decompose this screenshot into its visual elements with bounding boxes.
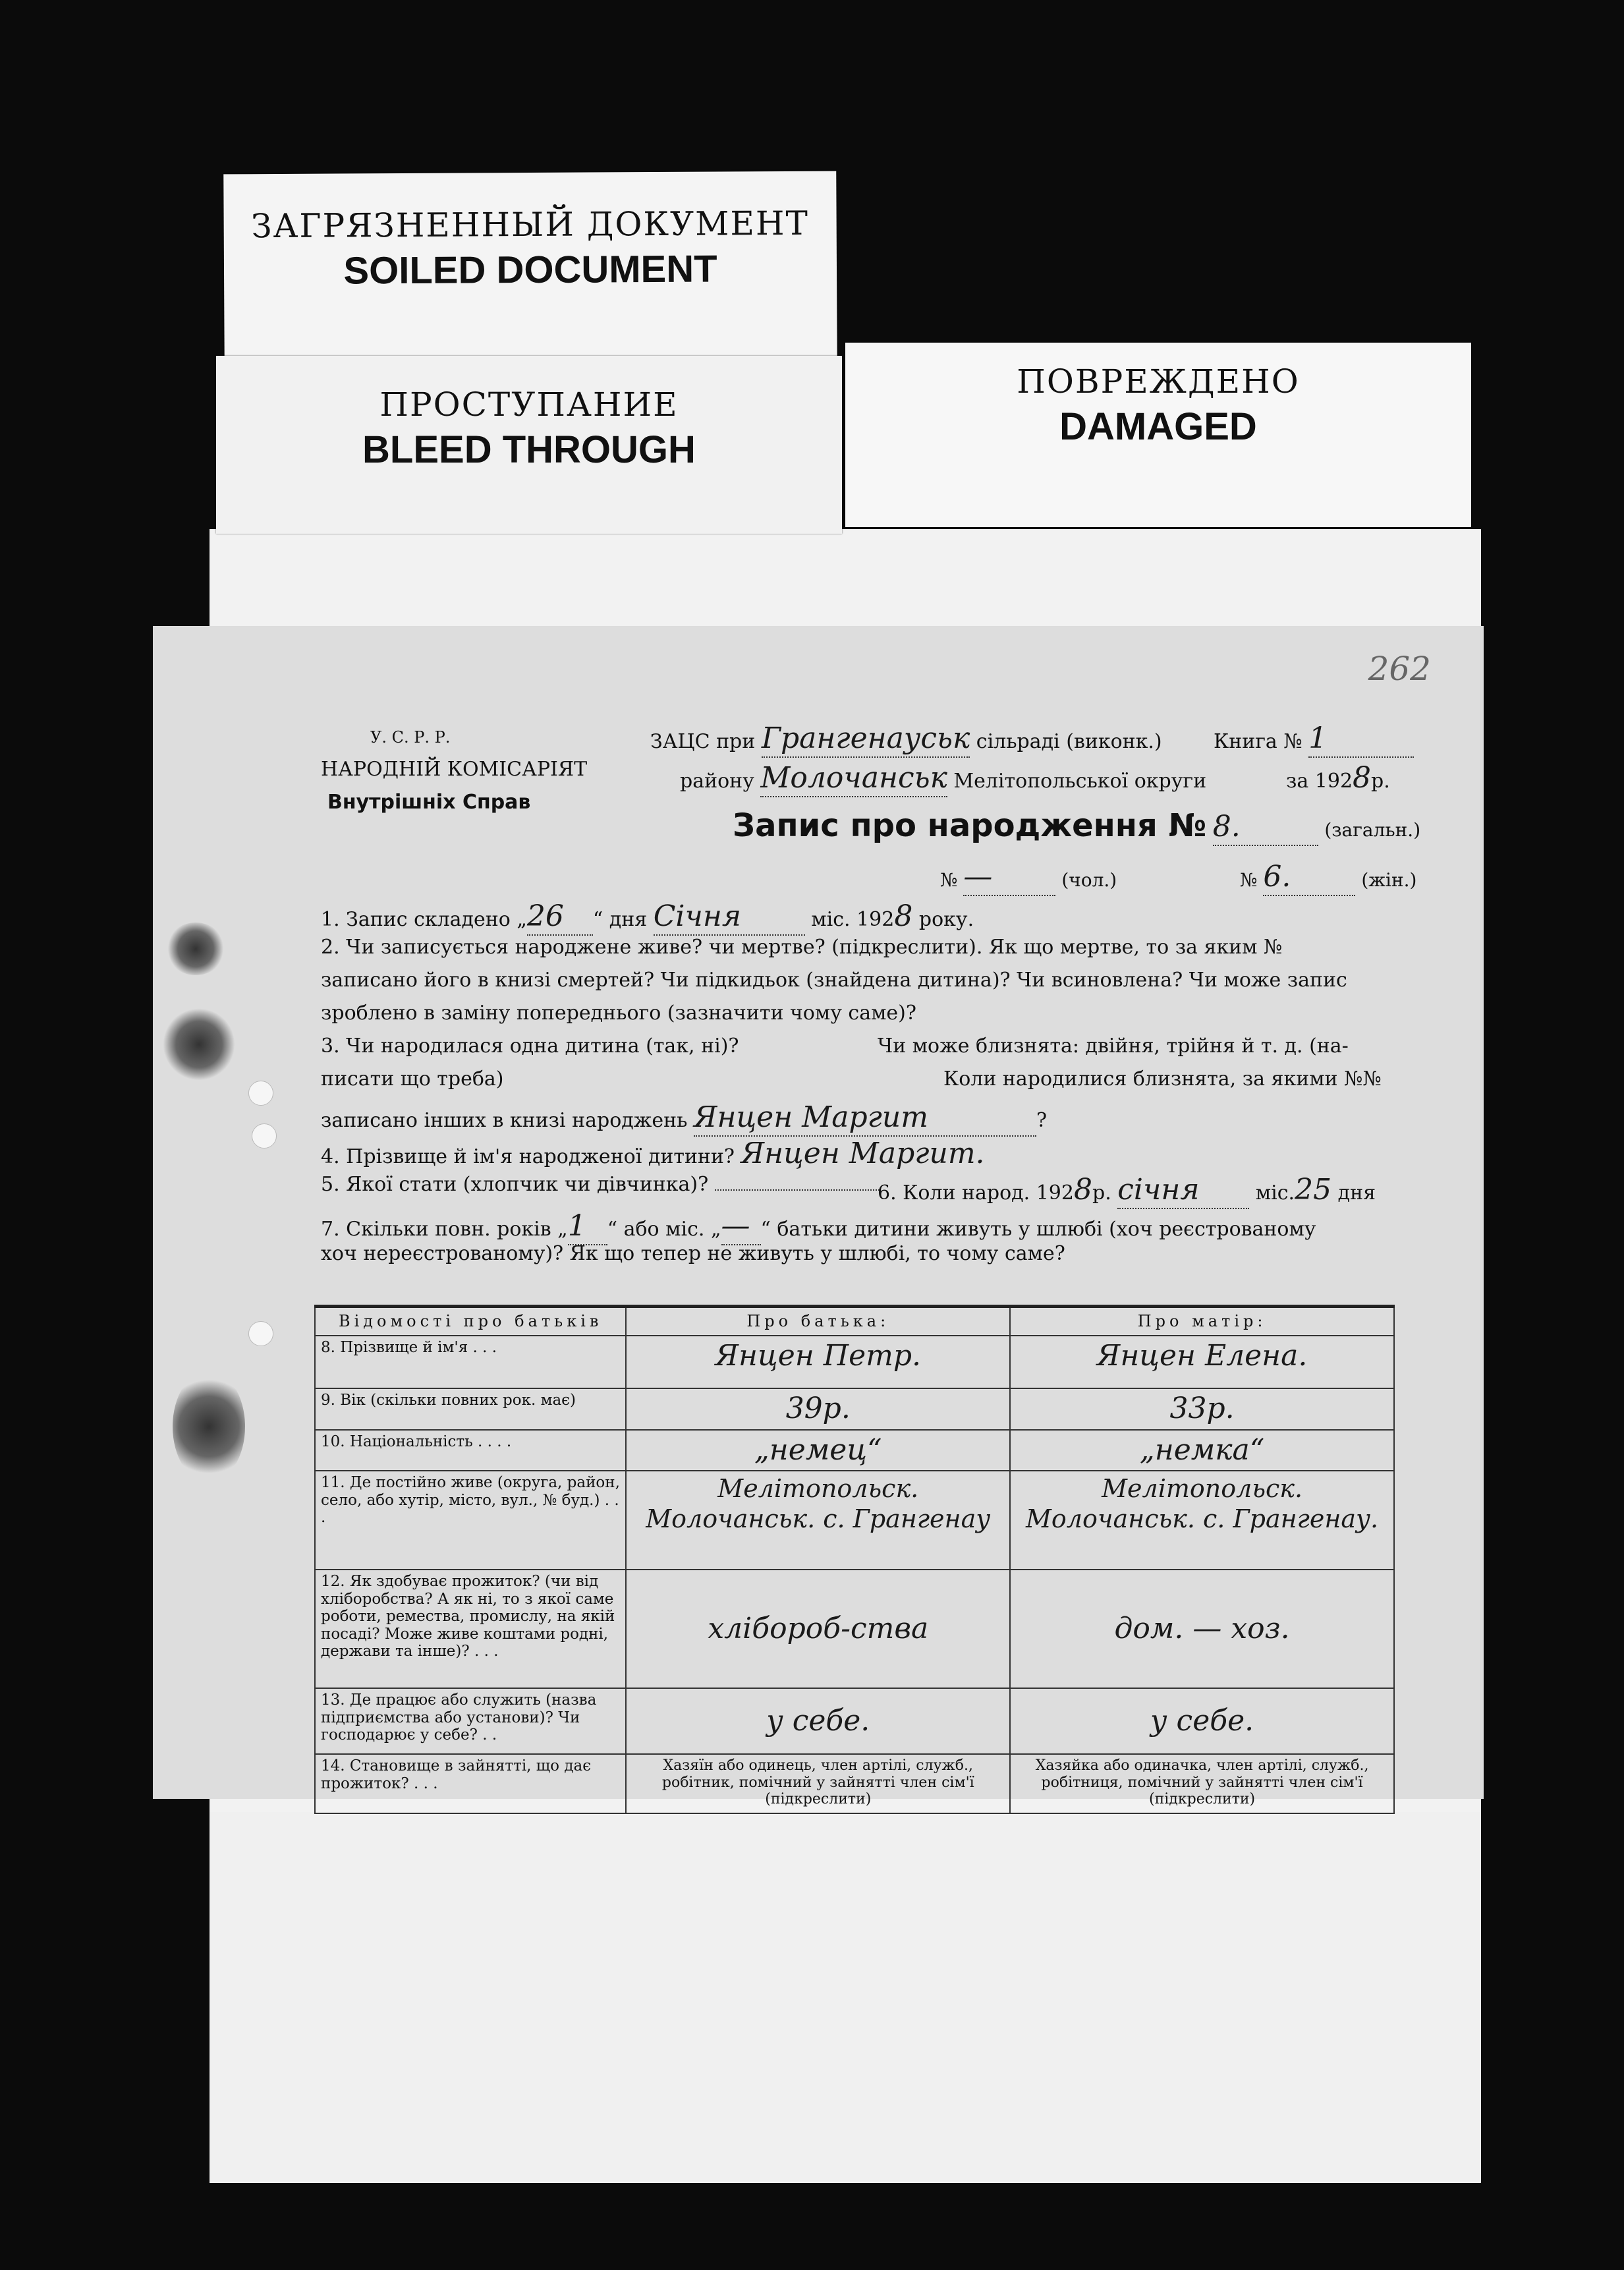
damaged-tag-ru: ПОВРЕЖДЕНО bbox=[1017, 362, 1300, 401]
q5-sex-value bbox=[715, 1189, 880, 1191]
table-row bbox=[315, 1471, 1394, 1570]
parents-table bbox=[314, 1305, 1395, 1814]
header-mother: Про матір: bbox=[1010, 1307, 1394, 1336]
year-value: 8 bbox=[1353, 761, 1372, 795]
header-internal-affairs: Внутрішніх Справ bbox=[327, 791, 531, 814]
soiled-tag-en: SOILED DOCUMENT bbox=[343, 247, 717, 293]
q3-other-value: Янцен Маргит bbox=[694, 1100, 1036, 1137]
row-label: 8. Прізвище й ім'я . . . bbox=[315, 1336, 626, 1388]
header-ussr: У. С. Р. Р. bbox=[370, 728, 451, 747]
question-1 bbox=[321, 899, 974, 936]
q7-text-a: 7. Скільки повн. років „ bbox=[321, 1218, 568, 1241]
q1-text-d: року. bbox=[918, 908, 974, 931]
soiled-tag-ru: ЗАГРЯЗНЕННЫЙ ДОКУМЕНТ bbox=[251, 204, 810, 246]
row-label: 11. Де постійно живе (округа, район, село, або хутір, місто, вул., № буд.) . . . bbox=[315, 1471, 626, 1570]
q1-day-value: 26 bbox=[527, 899, 593, 936]
punch-hole bbox=[248, 1321, 273, 1346]
question-2-line-3: зроблено в заміну попереднього (зазначити чому саме)? bbox=[321, 1002, 916, 1025]
table-row bbox=[315, 1336, 1394, 1388]
q1-month-value: Січня bbox=[654, 899, 805, 936]
record-title-line bbox=[733, 807, 1420, 846]
mother-value: Хазяйка або одиначка, член артілі, служб., робітниця, помічний у зайнятті член сім'ї (підкреслити) bbox=[1010, 1754, 1394, 1813]
male-value: — bbox=[963, 860, 1055, 896]
mother-value: „немка“ bbox=[1010, 1430, 1394, 1471]
zags-suffix: сільраді (виконк.) bbox=[976, 730, 1162, 753]
table-row bbox=[315, 1430, 1394, 1471]
q3-line3-text: записано інших в книзі народжень bbox=[321, 1109, 688, 1132]
table-row bbox=[315, 1688, 1394, 1754]
q7-years-value: 1 bbox=[568, 1209, 607, 1245]
soiled-document-tag bbox=[223, 171, 837, 366]
question-6 bbox=[878, 1173, 1376, 1209]
question-3-line-2a: писати що треба) bbox=[321, 1067, 504, 1091]
mother-value: 33р. bbox=[1010, 1388, 1394, 1430]
q6-day-value: 25 bbox=[1295, 1173, 1332, 1206]
female-label: № bbox=[1240, 869, 1258, 891]
q1-year-value: 8 bbox=[894, 899, 913, 933]
q5-label: 5. Якої стати (хлопчик чи дівчинка)? bbox=[321, 1173, 709, 1196]
q4-child-name: Янцен Маргит. bbox=[741, 1137, 985, 1170]
row-label: 13. Де працює або служить (назва підприємства або установи)? Чи господарює у себе? . . bbox=[315, 1688, 626, 1754]
stain-mark bbox=[163, 1008, 235, 1081]
district-value: Молочанськ bbox=[760, 761, 947, 797]
question-2-line-2: записано його в книзі смертей? Чи підкидьок (знайдена дитина)? Чи всиновлена? Чи може запис bbox=[321, 969, 1347, 992]
father-value: у себе. bbox=[626, 1688, 1010, 1754]
bleed-through-tag bbox=[216, 356, 842, 534]
father-value: Янцен Петр. bbox=[626, 1336, 1010, 1388]
q1-text-a: 1. Запис складено „ bbox=[321, 908, 527, 931]
question-7-line-2: хоч нереєстрованому)? Як що тепер не живуть у шлюбі, то чому саме? bbox=[321, 1242, 1065, 1265]
record-total-suffix: (загальн.) bbox=[1324, 819, 1421, 841]
female-suffix: (жін.) bbox=[1361, 869, 1417, 891]
book-label: Книга № bbox=[1214, 730, 1302, 753]
father-value: хлібороб-ства bbox=[626, 1570, 1010, 1688]
row-label: 9. Вік (скільки повних рок. має) bbox=[315, 1388, 626, 1430]
q4-label: 4. Прізвище й ім'я народженої дитини? bbox=[321, 1145, 735, 1168]
damaged-tag-en: DAMAGED bbox=[1059, 405, 1257, 448]
year-prefix: за 192 bbox=[1286, 770, 1353, 793]
male-number-line bbox=[940, 860, 1117, 896]
q6-month-value: січня bbox=[1117, 1173, 1249, 1209]
header-commissariat: НАРОДНІЙ КОМІСАРІЯТ bbox=[321, 758, 588, 781]
backing-sheet-lower bbox=[210, 1812, 1481, 2181]
punch-hole bbox=[248, 1081, 273, 1106]
book-number-value: 1 bbox=[1308, 722, 1414, 758]
mother-value: у себе. bbox=[1010, 1688, 1394, 1754]
bleed-tag-en: BLEED THROUGH bbox=[362, 428, 696, 471]
table-row bbox=[315, 1388, 1394, 1430]
q7-months-value: — bbox=[721, 1209, 761, 1245]
question-3-line-1a: 3. Чи народилася одна дитина (так, ні)? bbox=[321, 1035, 739, 1058]
bleed-tag-ru: ПРОСТУПАНИЕ bbox=[379, 385, 679, 424]
zags-prefix: ЗАЦС при bbox=[650, 730, 756, 753]
father-value: 39р. bbox=[626, 1388, 1010, 1430]
district-suffix: Мелітопольської округи bbox=[953, 770, 1207, 793]
damaged-tag bbox=[845, 343, 1471, 527]
female-number-line bbox=[1240, 860, 1416, 896]
record-total-value: 8. bbox=[1213, 810, 1318, 846]
mother-value: Мелітопольск. Молочанськ. с. Грангенау. bbox=[1010, 1471, 1394, 1570]
q6-text-c: міс. bbox=[1255, 1181, 1295, 1205]
row-label: 10. Національність . . . . bbox=[315, 1430, 626, 1471]
district-line bbox=[680, 761, 1206, 797]
question-3-line-2b: Коли народилися близнята, за якими №№ bbox=[943, 1067, 1382, 1091]
q6-label: 6. Коли народ. 192 bbox=[878, 1181, 1074, 1205]
q6-year-value: 8 bbox=[1073, 1173, 1092, 1206]
q7-text-c: “ батьки дитини живуть у шлюбі (хоч реєстрованому bbox=[760, 1218, 1316, 1241]
male-suffix: (чол.) bbox=[1061, 869, 1117, 891]
female-value: 6. bbox=[1263, 860, 1355, 896]
question-3-line-1b: Чи може близнята: двійня, трійня й т. д. (на- bbox=[878, 1035, 1349, 1058]
district-prefix: району bbox=[680, 770, 754, 793]
q6-text-b: р. bbox=[1092, 1181, 1111, 1205]
stain-mark bbox=[166, 922, 225, 975]
male-label: № bbox=[940, 869, 958, 891]
punch-hole bbox=[252, 1123, 277, 1149]
zags-village-value: Грангенауськ bbox=[762, 722, 970, 758]
header-parents-info: Відомості про батьків bbox=[315, 1307, 626, 1336]
page-number: 262 bbox=[1368, 650, 1431, 688]
stain-mark bbox=[173, 1371, 245, 1483]
father-value: Хазяїн або одинець, член артілі, служб., робітник, помічний у зайнятті член сім'ї (підкреслити) bbox=[626, 1754, 1010, 1813]
question-3-line-3: записано інших в книзі народжень Янцен Маргит ? bbox=[321, 1100, 1047, 1137]
question-2-line-1: 2. Чи записується народжене живе? чи мертве? (підкреслити). Як що мертве, то за яким № bbox=[321, 936, 1283, 959]
q1-text-b: “ дня bbox=[592, 908, 648, 931]
table-row bbox=[315, 1754, 1394, 1813]
year-line bbox=[1286, 761, 1390, 796]
table-row bbox=[315, 1570, 1394, 1688]
row-label: 14. Становище в зайнятті, що дає прожиток? . . . bbox=[315, 1754, 626, 1813]
year-suffix: р. bbox=[1371, 770, 1390, 793]
record-title: Запис про народження № bbox=[733, 807, 1207, 844]
birth-record-form bbox=[153, 626, 1484, 1807]
row-label: 12. Як здобуває прожиток? (чи від хліборобства? А як ні, то з якої саме роботи, ремества, промислу, на якій посаді? Може живе коштами родні, держави та інше)? . . . bbox=[315, 1570, 626, 1688]
question-5 bbox=[321, 1173, 880, 1197]
header-father: Про батька: bbox=[626, 1307, 1010, 1336]
q1-text-c: міс. 192 bbox=[811, 908, 895, 931]
mother-value: Янцен Елена. bbox=[1010, 1336, 1394, 1388]
q6-text-d: дня bbox=[1337, 1181, 1376, 1205]
q7-text-b: “ або міс. „ bbox=[607, 1218, 721, 1241]
book-line bbox=[1214, 722, 1414, 758]
question-7 bbox=[321, 1209, 1316, 1245]
zags-line bbox=[650, 722, 1162, 758]
table-header-row bbox=[315, 1307, 1394, 1336]
father-value: Мелітопольск. Молочанськ. с. Грангенау bbox=[626, 1471, 1010, 1570]
father-value: „немец“ bbox=[626, 1430, 1010, 1471]
mother-value: дом. — хоз. bbox=[1010, 1570, 1394, 1688]
question-4 bbox=[321, 1137, 985, 1172]
